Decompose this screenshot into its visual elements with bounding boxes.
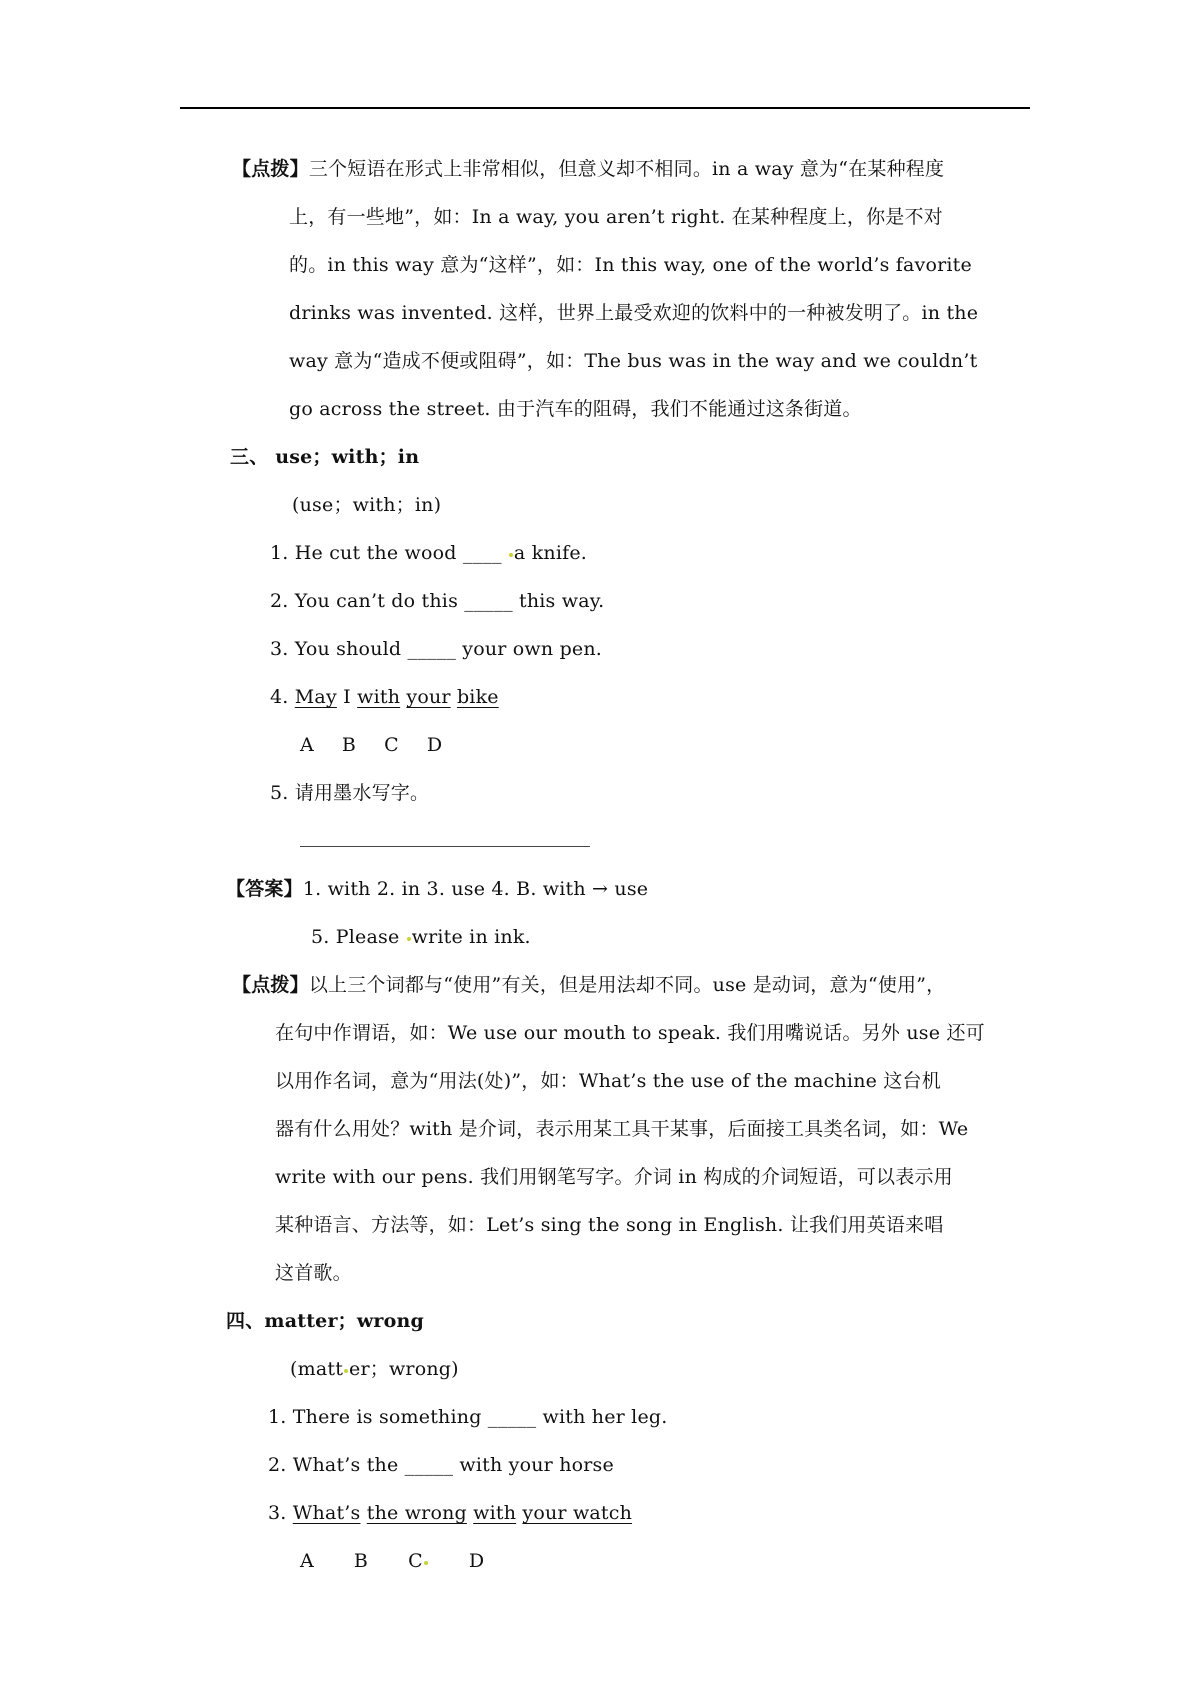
tip1-tag: 【点拨】 [232,158,309,180]
section4-heading: 四、matter；wrong [226,1310,425,1332]
section4-question-3: 3. What’s the wrong with your watch [268,1502,633,1524]
tip2-line-2: 在句中作谓语，如：We use our mouth to speak. 我们用嘴说话。另外 use 还可 [275,1022,985,1044]
header-rule [180,107,1030,109]
tip2-line-3: 以用作名词，意为“用法(处)”，如：What’s the use of the machine 这台机 [275,1070,941,1092]
option-b-word: the wrong [366,1502,467,1524]
option-d-word: your watch [522,1502,633,1524]
section3-question-4-options: A B C D [300,734,443,756]
section3-question-1: 1. He cut the wood ____ a knife. [270,542,588,564]
section4-question-3-options: A B C D [300,1550,485,1572]
tip1-line-2: 上，有一些地”，如：In a way, you aren’t right. 在某种程度上，你是不对 [289,206,943,228]
mark-dot [407,937,411,941]
option-a-word: What’s [292,1502,361,1524]
mark-dot [344,1369,348,1373]
tip1-line-3: 的。in this way 意为“这样”，如：In this way, one of the world’s favorite [289,254,972,276]
section3-question-2: 2. You can’t do this _____ this way. [270,590,605,612]
answer-line [300,846,590,847]
tip2-line-4: 器有什么用处？with 是介词，表示用某工具干某事，后面接工具类名词，如：We [275,1118,969,1140]
section3-question-5: 5. 请用墨水写字。 [270,782,430,804]
section3-hint: (use；with；in) [292,494,442,516]
tip2-line-7: 这首歌。 [275,1262,352,1284]
option-a-word: May [294,686,337,708]
section3-heading: 三、 use；with；in [230,446,420,468]
mark-dot [424,1561,428,1565]
tip2-line-5: write with our pens. 我们用钢笔写字。介词 in 构成的介词短语，可以表示用 [275,1166,953,1188]
mark-dot [509,553,513,557]
section4-hint: (matt er；wrong) [290,1358,459,1380]
answer-line-1: 【答案】1. with 2. in 3. use 4. B. with → use [226,878,649,900]
tip1-line-1: 【点拨】三个短语在形式上非常相似，但意义却不相同。in a way 意为“在某种程度 [232,158,945,180]
tip1-line-5: way 意为“造成不便或阻碍”，如：The bus was in the way and we couldn’t [289,350,978,372]
tip1-line-6: go across the street. 由于汽车的阻碍，我们不能通过这条街道。 [289,398,862,420]
tip2-line-1: 【点拨】以上三个词都与“使用”有关，但是用法却不同。use 是动词，意为“使用”， [232,974,946,996]
option-c-word: your [406,686,451,708]
section3-question-4: 4. May I with your bike [270,686,499,708]
tip1-line-4: drinks was invented. 这样，世界上最受欢迎的饮料中的一种被发明了。in the [289,302,979,324]
section4-question-1: 1. There is something _____ with her leg. [268,1406,668,1428]
section3-question-3: 3. You should _____ your own pen. [270,638,603,660]
option-c-word: with [473,1502,517,1524]
answer-tag: 【答案】 [226,878,303,900]
section4-question-2: 2. What’s the _____ with your horse [268,1454,614,1476]
answer-line-2: 5. Please write in ink. [311,926,531,948]
tip2-line-6: 某种语言、方法等，如：Let’s sing the song in English. 让我们用英语来唱 [275,1214,944,1236]
option-b-word: with [357,686,401,708]
option-d-word: bike [456,686,499,708]
tip2-tag: 【点拨】 [232,974,309,996]
